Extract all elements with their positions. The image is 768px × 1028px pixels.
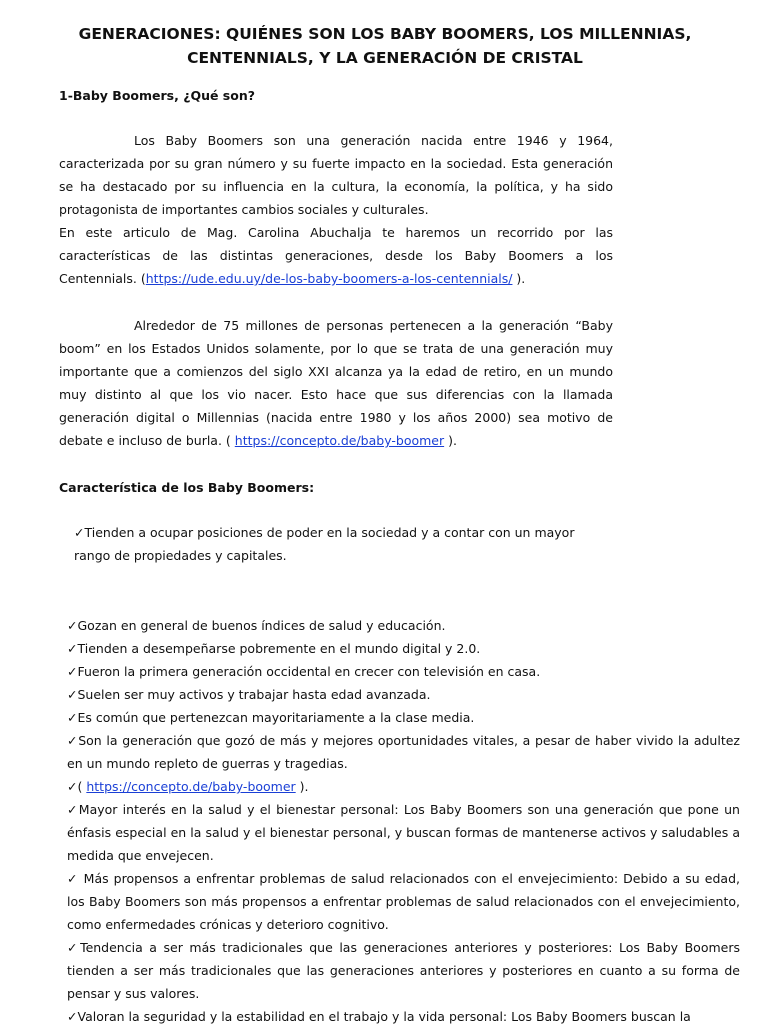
list-item bbox=[67, 683, 740, 706]
paragraph-population-text: Alrededor de 75 millones de personas pertenecen a la generación “Baby boom” en los Estados Unidos solamente, por lo que se trata de una generación muy importante que a comienzos del siglo XXI alcanza ya la edad de retiro, en un mundo muy distinto al que los vio nacer. Esto hace que sus diferencias con la llamada generación digital o Millennias (nacida entre 1980 y los años 2000) sea motivo de debate e incluso de burla. bbox=[59, 318, 613, 448]
paragraph-intro-text: Los Baby Boomers son una generación nacida entre 1946 y 1964, caracterizada por su gran número y su fuerte impacto en la sociedad. Esta generación se ha destacado por su influencia en la cultura, la economía, la política, y ha sido protagonista de importantes cambios sociales y culturales. bbox=[59, 133, 613, 217]
paragraph-article-reference bbox=[59, 221, 613, 290]
list-item bbox=[67, 1005, 740, 1028]
bullet-text: Es común que pertenezcan mayoritariamente a la clase media. bbox=[77, 710, 475, 725]
document-title bbox=[60, 22, 710, 70]
title-line-1: GENERACIONES: QUIÉNES SON LOS BABY BOOMERS, LOS MILLENNIAS, bbox=[78, 25, 692, 43]
paragraph-intro bbox=[59, 129, 613, 221]
checkmark-icon: ✓ bbox=[67, 641, 78, 656]
bullet-text: Tienden a desempeñarse pobremente en el mundo digital y 2.0. bbox=[77, 641, 481, 656]
bullet-text: Suelen ser muy activos y trabajar hasta edad avanzada. bbox=[77, 687, 431, 702]
list-item bbox=[67, 706, 740, 729]
link-close-paren: ). bbox=[295, 779, 309, 794]
checkmark-icon: ✓ bbox=[67, 710, 78, 725]
checkmark-icon: ✓ bbox=[67, 618, 78, 633]
list-item bbox=[67, 660, 740, 683]
list-item-link bbox=[67, 775, 740, 798]
link-open-paren: ( bbox=[140, 271, 146, 286]
ude-article-link[interactable]: https://ude.edu.uy/de-los-baby-boomers-a-los-centennials/ bbox=[145, 271, 513, 286]
checkmark-icon: ✓ bbox=[74, 525, 85, 540]
list-item bbox=[67, 729, 740, 775]
bullet-text: Valoran la seguridad y la estabilidad en el trabajo y la vida personal: Los Baby Boomers buscan la bbox=[77, 1009, 691, 1024]
bullet-text: Más propensos a enfrentar problemas de salud relacionados con el envejecimiento: Debido a su edad, los Baby Boomers son más propensos a enfrentar problemas de salud relacionados con el envejecimiento, como enfermedades crónicas y deterioro cognitivo. bbox=[67, 871, 740, 932]
checkmark-icon: ✓ bbox=[67, 802, 79, 817]
checkmark-icon: ✓ bbox=[67, 733, 79, 748]
checkmark-icon: ✓ bbox=[67, 871, 79, 886]
section-heading-characteristics: Característica de los Baby Boomers: bbox=[59, 480, 315, 495]
checkmark-icon: ✓ bbox=[67, 687, 78, 702]
checkmark-icon: ✓ bbox=[67, 779, 78, 794]
concepto-baby-boomer-link[interactable]: https://concepto.de/baby-boomer bbox=[234, 433, 445, 448]
characteristics-list bbox=[67, 614, 740, 1028]
checkmark-icon: ✓ bbox=[67, 940, 81, 955]
characteristic-bullet-power bbox=[74, 521, 614, 567]
list-item bbox=[67, 936, 740, 1005]
list-item bbox=[67, 637, 740, 660]
bullet-text: Tienden a ocupar posiciones de poder en la sociedad y a contar con un mayor rango de propiedades y capitales. bbox=[74, 525, 575, 563]
checkmark-icon: ✓ bbox=[67, 664, 78, 679]
concepto-baby-boomer-link[interactable]: https://concepto.de/baby-boomer bbox=[86, 779, 296, 794]
list-item bbox=[67, 798, 740, 867]
link-open-paren: ( bbox=[77, 779, 87, 794]
list-item bbox=[67, 614, 740, 637]
link-close-paren: ). bbox=[444, 433, 457, 448]
title-line-2: CENTENNIALS, Y LA GENERACIÓN DE CRISTAL bbox=[187, 49, 583, 67]
checkmark-icon: ✓ bbox=[67, 1009, 78, 1024]
bullet-text: Tendencia a ser más tradicionales que las generaciones anteriores y posteriores: Los Baby Boomers tienden a ser más tradicionales que las generaciones anteriores y posteriores en cuanto a su forma de pensar y sus valores. bbox=[67, 940, 740, 1001]
paragraph-article-text: En este articulo de Mag. Carolina Abuchalja te haremos un recorrido por las características de las distintas generaciones, desde los Baby Boomers a los Centennials. bbox=[59, 225, 613, 286]
section-heading-baby-boomers: 1-Baby Boomers, ¿Qué son? bbox=[59, 88, 255, 103]
link-open-paren: ( bbox=[221, 433, 235, 448]
link-close-paren: ). bbox=[512, 271, 526, 286]
list-item bbox=[67, 867, 740, 936]
bullet-text: Mayor interés en la salud y el bienestar personal: Los Baby Boomers son una generación que pone un énfasis especial en la salud y el bienestar personal, y buscan formas de mantenerse activos y saludables a medida que envejecen. bbox=[67, 802, 740, 863]
bullet-text: Gozan en general de buenos índices de salud y educación. bbox=[77, 618, 446, 633]
bullet-text: Fueron la primera generación occidental en crecer con televisión en casa. bbox=[77, 664, 541, 679]
paragraph-population bbox=[59, 314, 613, 452]
bullet-text: Son la generación que gozó de más y mejores oportunidades vitales, a pesar de haber vivido la adultez en un mundo repleto de guerras y tragedias. bbox=[67, 733, 740, 771]
